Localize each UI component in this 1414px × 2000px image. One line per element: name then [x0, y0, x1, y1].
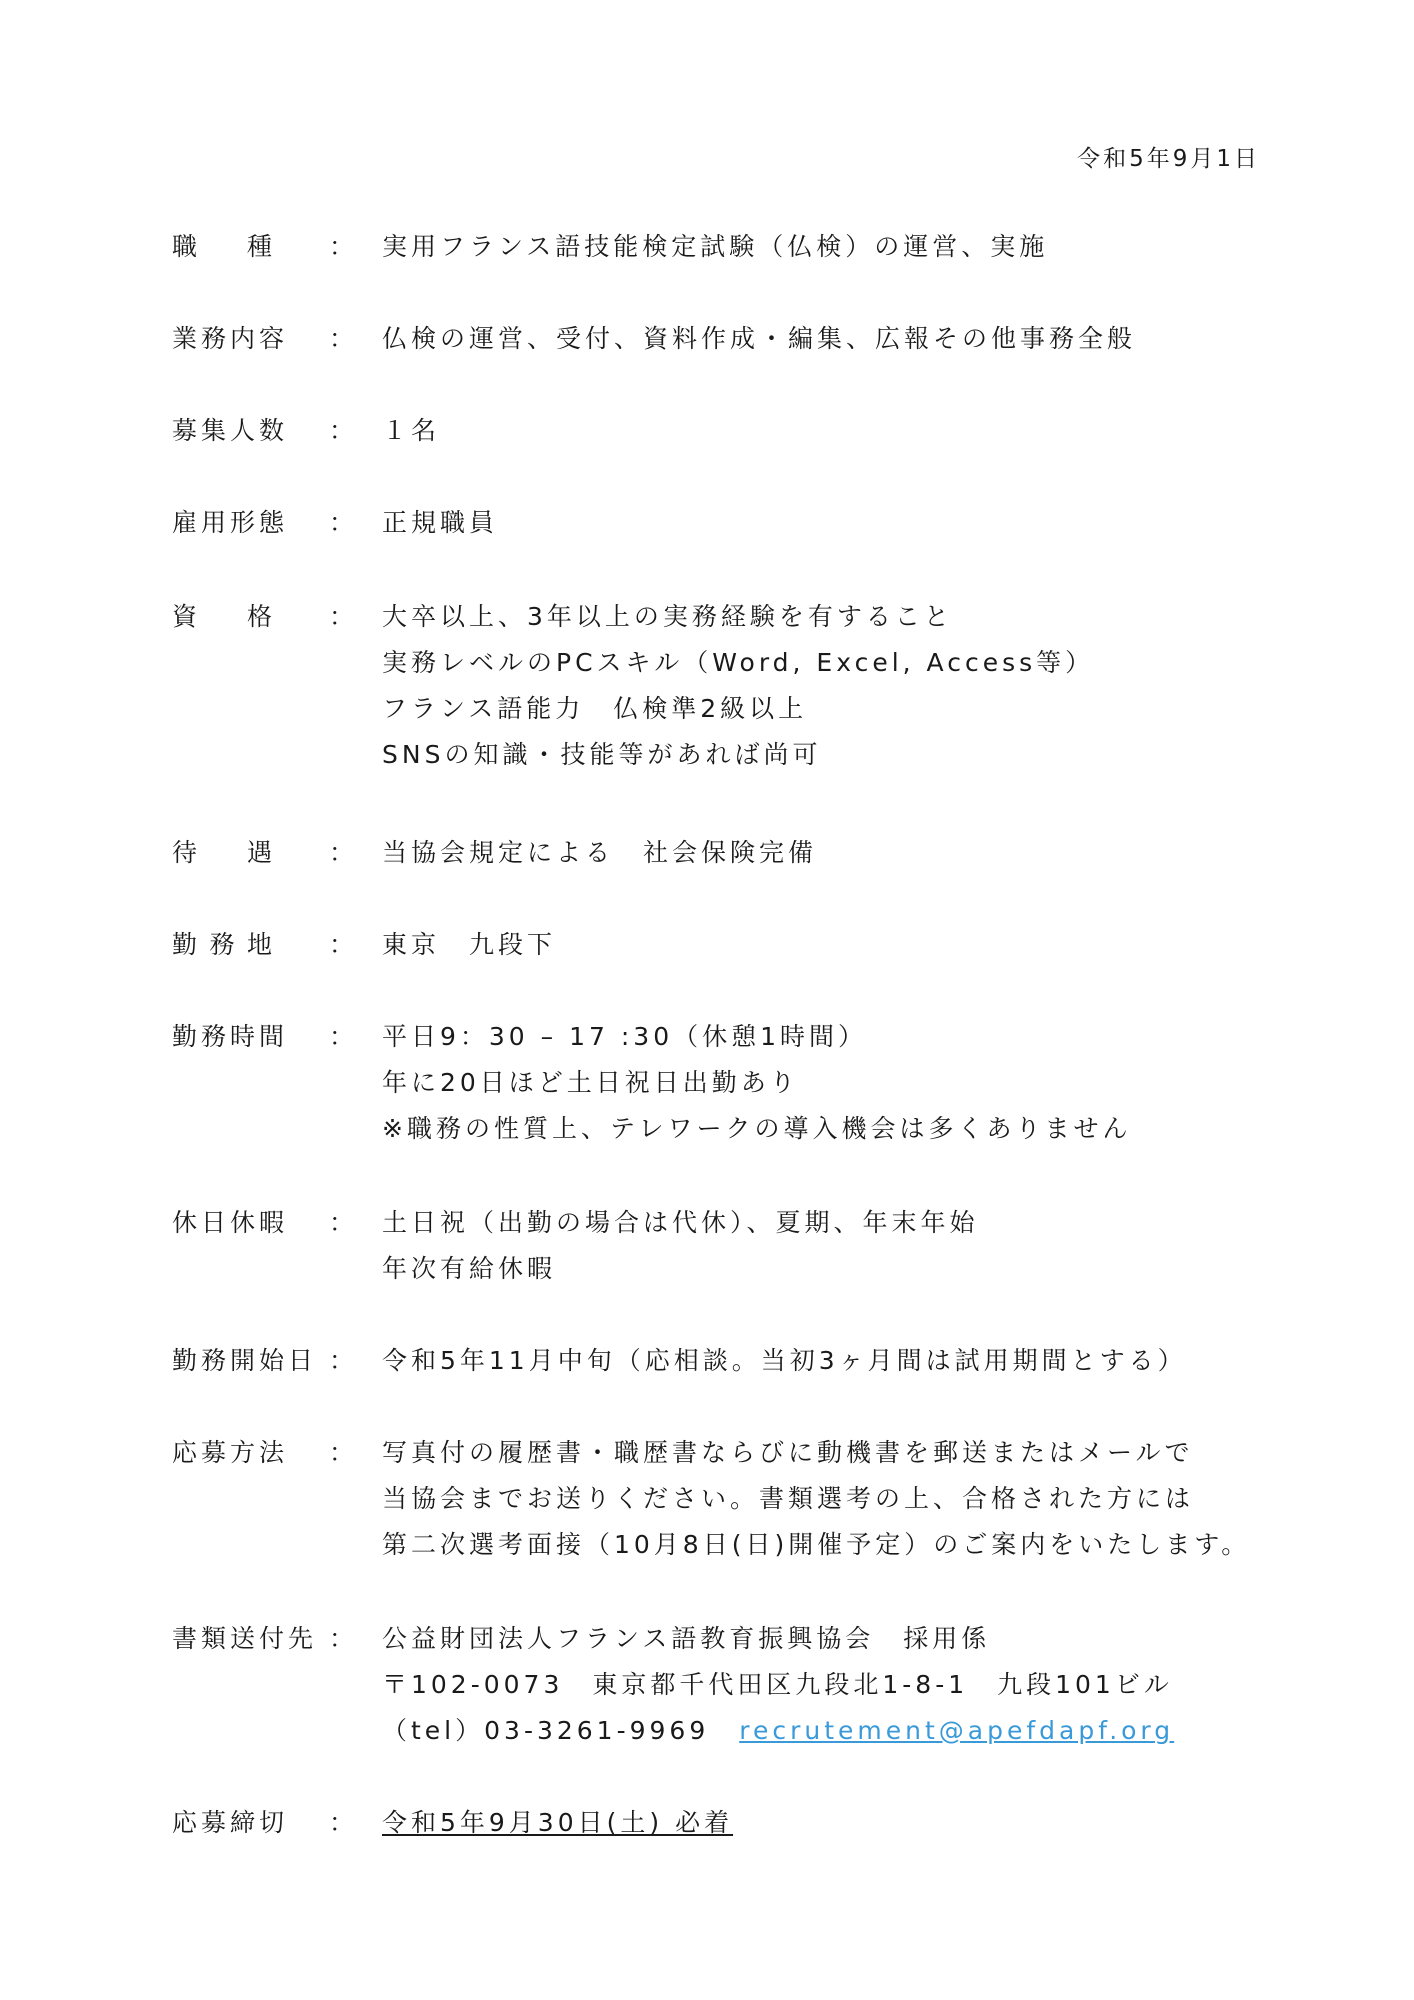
postal-address: 〒102-0073 東京都千代田区九段北1-8-1 九段101ビル — [382, 1670, 1173, 1699]
row-value — [382, 1014, 1131, 1152]
colon: ： — [329, 416, 359, 445]
value-line: 当協会までお送りください。書類選考の上、合格された方には — [382, 1484, 1195, 1513]
row-label: 募集人数 — [172, 416, 289, 445]
colon: ： — [329, 232, 359, 261]
row-label: 雇用形態 — [172, 508, 289, 537]
value-line: 実務レベルのPCスキル（Word, Excel, Access等） — [382, 648, 1095, 677]
colon: ： — [329, 1624, 359, 1653]
value-line: フランス語能力 仏検準2級以上 — [382, 694, 808, 723]
row-label: 資 格 — [172, 602, 272, 631]
value-line: 年次有給休暇 — [382, 1254, 557, 1283]
row-value: 正規職員 — [382, 508, 499, 537]
value-line: 土日祝（出勤の場合は代休）、夏期、年末年始 — [382, 1208, 979, 1237]
value-line: SNSの知識・技能等があれば尚可 — [382, 740, 822, 769]
row-value: 仏検の運営、受付、資料作成・編集、広報その他事務全般 — [382, 324, 1137, 353]
colon: ： — [329, 1022, 359, 1051]
row-value: 当協会規定による 社会保険完備 — [382, 838, 818, 867]
row-label: 応募締切 — [172, 1808, 289, 1837]
phone-number: （tel）03-3261-9969 — [382, 1716, 710, 1745]
colon: ： — [329, 838, 359, 867]
value-line: 写真付の履歴書・職歴書ならびに動機書を郵送またはメールで — [382, 1438, 1194, 1467]
row-label: 書類送付先 — [172, 1624, 318, 1653]
row-label: 休日休暇 — [172, 1208, 289, 1237]
row-label: 業務内容 — [172, 324, 289, 353]
colon: ： — [329, 1208, 359, 1237]
row-label: 勤 務 地 — [172, 930, 272, 959]
contact-line — [382, 1708, 1174, 1754]
colon: ： — [329, 930, 359, 959]
colon: ： — [329, 508, 359, 537]
row-label: 勤務開始日 — [172, 1346, 318, 1375]
deadline-value: 令和5年9月30日(土) 必着 — [382, 1808, 734, 1837]
value-line: 第二次選考面接（10月8日(日)開催予定）のご案内をいたします。 — [382, 1530, 1251, 1559]
row-value: 実用フランス語技能検定試験（仏検）の運営、実施 — [382, 232, 1049, 261]
row-value — [382, 1200, 979, 1292]
colon: ： — [329, 324, 359, 353]
row-value — [382, 1616, 1174, 1754]
row-label: 職 種 — [172, 232, 272, 261]
organization-name: 公益財団法人フランス語教育振興協会 採用係 — [382, 1624, 991, 1653]
row-label: 応募方法 — [172, 1438, 289, 1467]
value-line: 平日9：30 – 17 :30（休憩1時間） — [382, 1022, 868, 1051]
row-value: １名 — [382, 416, 441, 445]
row-label: 待 遇 — [172, 838, 272, 867]
row-value — [382, 594, 1094, 778]
row-label: 勤務時間 — [172, 1022, 289, 1051]
colon: ： — [329, 1808, 359, 1837]
row-value — [382, 1430, 1250, 1568]
value-line: 大卒以上、3年以上の実務経験を有すること — [382, 602, 953, 631]
row-value: 令和5年11月中旬（応相談。当初3ヶ月間は試用期間とする） — [382, 1346, 1187, 1375]
colon: ： — [329, 1438, 359, 1467]
colon: ： — [329, 602, 359, 631]
colon: ： — [329, 1346, 359, 1375]
value-line: 年に20日ほど土日祝日出勤あり — [382, 1068, 799, 1097]
email-link[interactable]: recrutement@apefdapf.org — [739, 1716, 1175, 1745]
document-date: 令和5年9月1日 — [1077, 146, 1260, 172]
row-value: 東京 九段下 — [382, 930, 557, 959]
value-line: ※職務の性質上、テレワークの導入機会は多くありません — [382, 1114, 1132, 1143]
